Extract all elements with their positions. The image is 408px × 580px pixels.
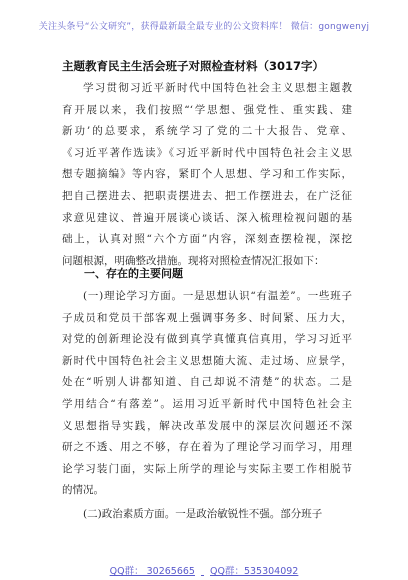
intro-line: 把自己摆进去、把职责摆进去、把工作摆进去，在广泛征 (62, 189, 352, 202)
paragraph-line: 的情况。 (62, 484, 104, 497)
document-title: 主题教育民主生活会班子对照检查材料（3017字） (62, 59, 325, 73)
paragraph-line: (二)政治素质方面。一是政治敏锐性不强。部分班子 (83, 508, 323, 520)
paragraph-line: 子成员和党员干部客观上强调事务多、时间紧、压力大， (62, 311, 352, 324)
intro-line: 求意见建议、普遍开展谈心谈话、深入梳理检视问题的基 (62, 211, 352, 224)
intro-line: 育开展以来，我们按照“‘学思想、强党性、重实践、建 (62, 103, 352, 116)
section-heading-problems: 一、存在的主要问题 (84, 267, 183, 280)
paragraph-line: 义思想指导实践，解决改革发展中的深层次问题还不深 (62, 419, 352, 432)
intro-line: 新功’的总要求，系统学习了党的二十大报告、党章、 (62, 125, 352, 138)
paragraph-line: 对党的创新理论没有做到真学真懂真信真用，学习习近平 (62, 333, 352, 346)
paragraph-line: 新时代中国特色社会主义思想随大流、走过场、应景学， (62, 354, 352, 367)
intro-line: 问题根源，明确整改措施。现将对照检查情况汇报如下： (62, 254, 325, 267)
footer-qq-groups (0, 563, 408, 577)
paragraph-line: 学用结合“有落差”。运用习近平新时代中国特色社会主 (62, 397, 352, 410)
subsection-theory-study (62, 286, 352, 502)
intro-line: 《习近平著作选读》《习近平新时代中国特色社会主义思 (62, 146, 352, 159)
intro-line: 础上，认真对照“六个方面”内容，深刻查摆检视，深挖 (62, 233, 352, 246)
header-promo-banner: 关注头条号“公文研究”，获得最新最全最专业的公文资料库！ 微信：gongwenyj (38, 22, 370, 32)
footer-qq-group-1: QQ群： 30265665 (109, 566, 195, 577)
paragraph-line: 研之不透、用之不够，存在着为了理论学习而学习，用理 (62, 441, 352, 454)
intro-line: 想专题摘编》等内容，紧盯个人思想、学习和工作实际， (62, 168, 352, 181)
paragraph-line: 论学习装门面，实际上所学的理论与实际主要工作相脱节 (62, 462, 352, 475)
intro-line: 学习贯彻习近平新时代中国特色社会主义思想主题教 (83, 82, 352, 94)
subsection-political-quality (62, 504, 352, 526)
paragraph-line: 处在“听别人讲都知道、自己却说不清楚”的状态。二是 (62, 376, 352, 389)
intro-paragraph (62, 78, 352, 272)
paragraph-line: (一)理论学习方面。一是思想认识“有温差”。一些班子 (83, 290, 352, 302)
footer-qq-group-2: QQ群：535304092 (210, 566, 299, 577)
